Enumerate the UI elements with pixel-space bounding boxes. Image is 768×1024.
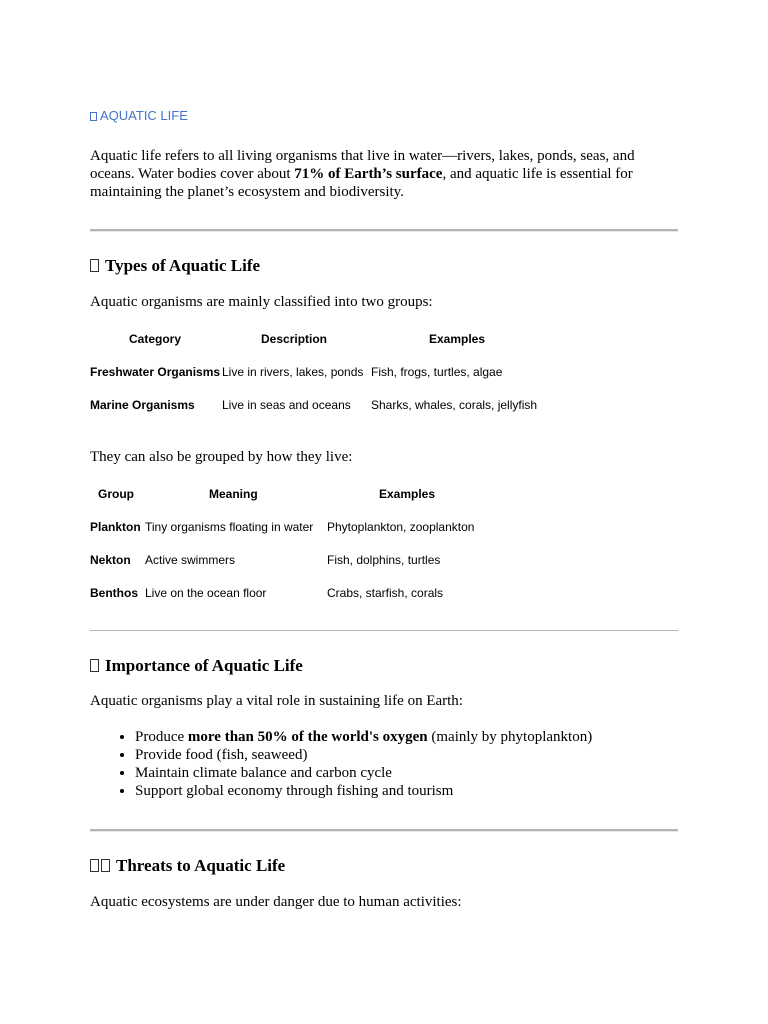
- table-cell: Crabs, starfish, corals: [327, 586, 444, 600]
- table-cell: Fish, frogs, turtles, algae: [371, 365, 503, 379]
- table-cell: Live on the ocean floor: [145, 586, 267, 600]
- table-row-label: Nekton: [90, 553, 131, 567]
- list-item: • Maintain climate balance and carbon cycle: [135, 764, 695, 782]
- threats-lead: Aquatic ecosystems are under danger due to human activities:: [90, 894, 462, 910]
- types-heading: Types of Aquatic Life: [90, 256, 260, 276]
- table-cell: Phytoplankton, zooplankton: [327, 520, 475, 534]
- table-header: Examples: [379, 487, 436, 501]
- list-item: • Produce more than 50% of the world's oxygen (mainly by phytoplankton): [135, 728, 695, 746]
- table-header: Meaning: [209, 487, 258, 501]
- section-divider: [90, 630, 678, 631]
- table-cell: Tiny organisms floating in water: [145, 520, 314, 534]
- types-lead-2: They can also be grouped by how they live:: [90, 449, 353, 465]
- missing-glyph-icon: [90, 259, 99, 272]
- section-divider: [90, 829, 678, 832]
- table-row-label: Freshwater Organisms: [90, 365, 221, 379]
- table-cell: Active swimmers: [145, 553, 236, 567]
- table-cell: Fish, dolphins, turtles: [327, 553, 441, 567]
- table-cell: Sharks, whales, corals, jellyfish: [371, 398, 538, 412]
- threats-heading: Threats to Aquatic Life: [90, 856, 285, 876]
- document-title-text: AQUATIC LIFE: [100, 108, 188, 123]
- missing-glyph-icon: [90, 112, 97, 121]
- table-header: Category: [129, 332, 182, 346]
- table-header: Examples: [429, 332, 486, 346]
- missing-glyph-icon: [90, 859, 99, 872]
- importance-lead: Aquatic organisms play a vital role in sustaining life on Earth:: [90, 693, 463, 709]
- table-row-label: Plankton: [90, 520, 141, 534]
- intro-bold: 71% of Earth’s surface: [294, 166, 443, 182]
- table-header: Description: [261, 332, 328, 346]
- intro-paragraph: Aquatic life refers to all living organisms that live in water—rivers, lakes, ponds, seas, and oceans. Water bodies cover about 71% of Earth’s surface, and aquatic life is essential for maintaining the planet’s ecosystem and biodiversity.: [90, 148, 635, 200]
- document-title: [90, 108, 188, 123]
- importance-heading: Importance of Aquatic Life: [90, 656, 303, 676]
- types-lead: Aquatic organisms are mainly classified into two groups:: [90, 294, 433, 310]
- list-item: • Support global economy through fishing and tourism: [135, 782, 695, 800]
- section-divider: [90, 229, 678, 232]
- table-cell: Live in rivers, lakes, ponds: [222, 365, 364, 379]
- missing-glyph-icon: [101, 859, 110, 872]
- list-item: • Provide food (fish, seaweed): [135, 746, 695, 764]
- table-cell: Live in seas and oceans: [222, 398, 351, 412]
- table-row-label: Marine Organisms: [90, 398, 195, 412]
- table-header: Group: [98, 487, 134, 501]
- table-row-label: Benthos: [90, 586, 138, 600]
- importance-list: [90, 728, 695, 800]
- missing-glyph-icon: [90, 659, 99, 672]
